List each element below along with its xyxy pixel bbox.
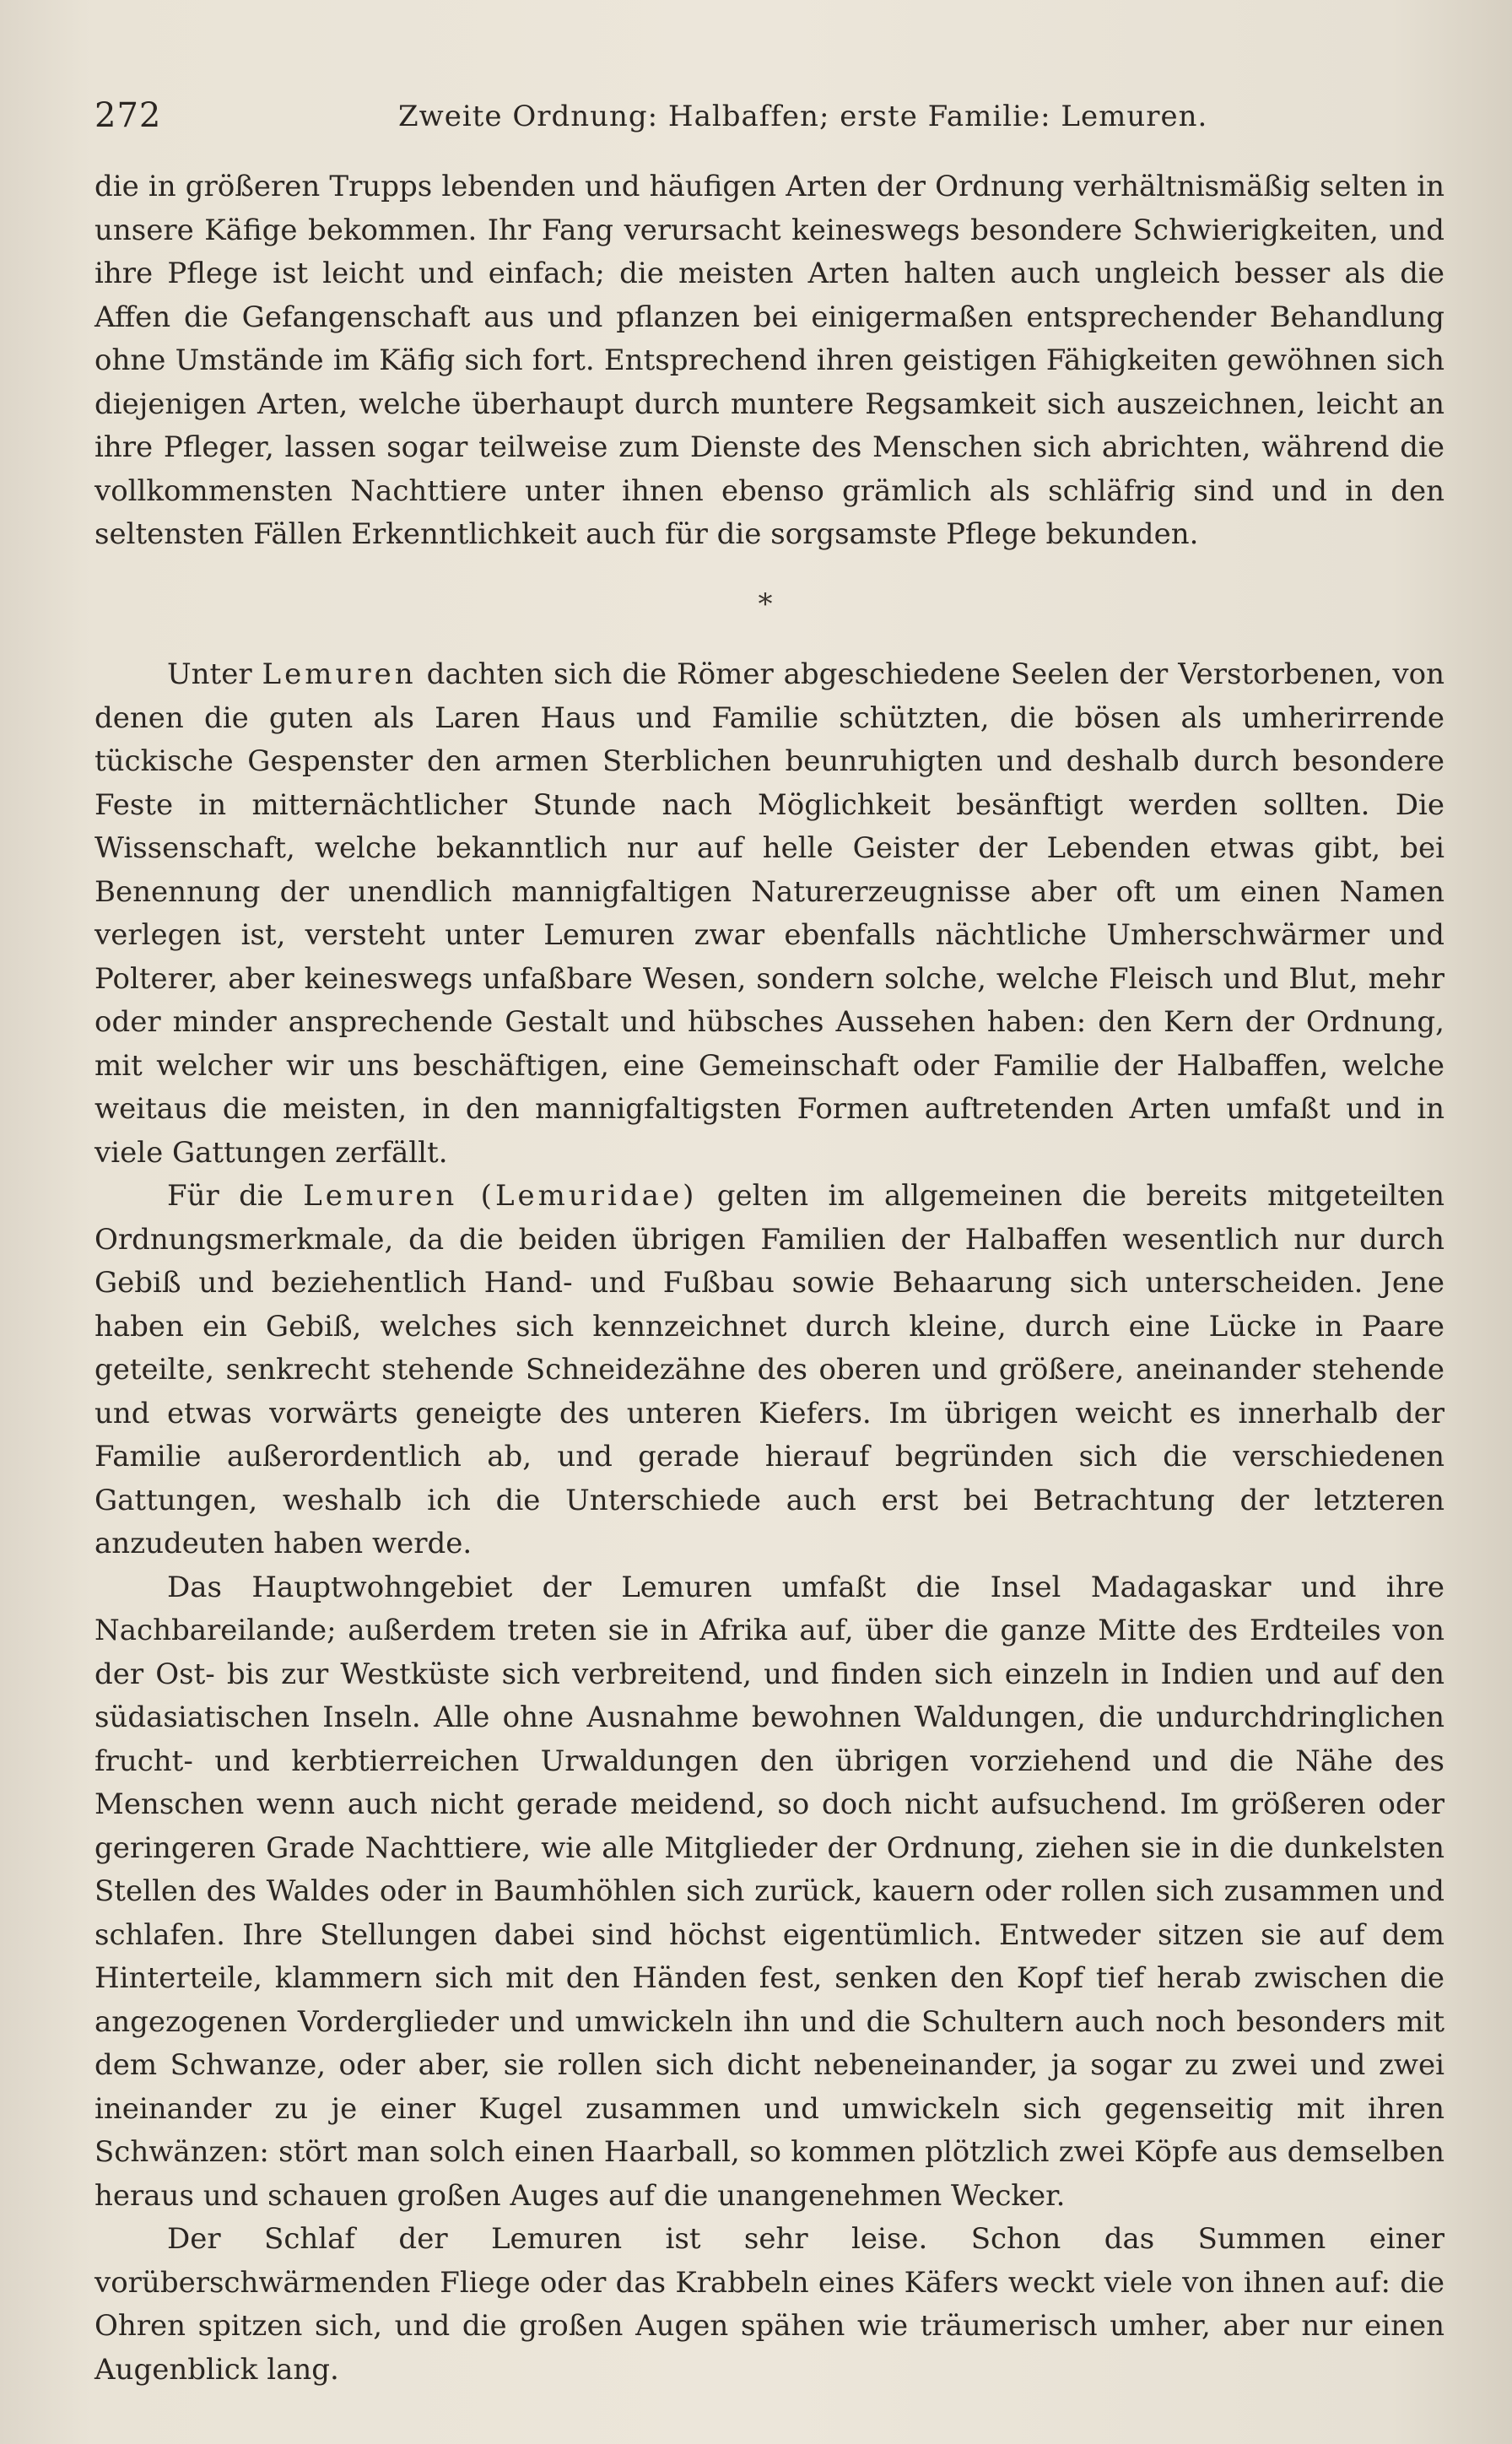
paragraph-lead: Unter [167,657,262,691]
running-title: Zweite Ordnung: Halbaffen; erste Familie: Lemuren. [398,100,1208,133]
paragraph-body: gelten im allgemeinen die bereits mitgeteilten Ordnungsmerkmale, da die beiden übrigen Familien der Halbaffen wesentlich nur durch Gebiß und beziehentlich Hand- und Fußbau sowie Behaarung sich unterscheiden. Jene haben ein Gebiß, welches sich kennzeichnet durch kleine, durch eine Lücke in Paare geteilte, senkrecht stehende Schneidezähne des oberen und größere, aneinander stehende und etwas vorwärts geneigte des unteren Kiefers. Im übrigen weicht es innerhalb der Familie außerordentlich ab, und gerade hierauf begründen sich die verschiedenen Gattungen, weshalb ich die Unterschiede auch erst bei Betrachtung der letzteren anzudeuten haben werde. [94,1179,1444,1560]
page-number: 272 [94,96,162,135]
paragraph-habitat: Das Hauptwohngebiet der Lemuren umfaßt die Insel Madagaskar und ihre Nachbareilande; außerdem treten sie in Afrika auf, über die ganze Mitte des Erdteiles von der Ost- bis zur Westküste sich verbreitend, und finden sich einzeln in Indien und auf den südasiatischen Inseln. Alle ohne Ausnahme bewohnen Waldungen, die undurchdringlichen frucht- und kerbtierreichen Urwaldungen den übrigen vorziehend und die Nähe des Menschen wenn auch nicht gerade meidend, so doch nicht aufsuchend. Im größeren oder geringeren Grade Nachttiere, wie alle Mitglieder der Ordnung, ziehen sie in die dunkelsten Stellen des Waldes oder in Baumhöhlen sich zurück, kauern oder rollen sich zusammen und schlafen. Ihre Stellungen dabei sind höchst eigentümlich. Entweder sitzen sie auf dem Hinterteile, klammern sich mit den Händen fest, senken den Kopf tief herab zwischen die angezogenen Vorderglieder und umwickeln ihn und die Schultern auch noch besonders mit dem Schwanze, oder aber, sie rollen sich dicht nebeneinander, ja sogar zu zwei und zwei ineinander zu je einer Kugel zusammen und umwickeln sich gegenseitig mit ihren Schwänzen: stört man solch einen Haarball, so kommen plötzlich zwei Köpfe aus demselben heraus und schauen großen Auges auf die unangenehmen Wecker. [94,1570,1444,2213]
paragraph-lemuren-intro [94,653,1444,1175]
paragraph-sleep: Der Schlaf der Lemuren ist sehr leise. Schon das Summen einer vorüberschwärmenden Fliege oder das Krabbeln eines Käfers weckt viele von ihnen auf: die Ohren spitzen sich, und die großen Augen spähen wie träumerisch umher, aber nur einen Augenblick lang. [94,2222,1444,2387]
term-lemuridae: Lemuren (Lemuridae) [303,1179,698,1213]
lemuren-section [94,653,1444,2392]
page-header [94,91,1461,142]
section-separator-asterisk: * [758,587,773,621]
paragraph-body: dachten sich die Römer abgeschiedene Seelen der Verstorbenen, von denen die guten als Laren Haus und Familie schützten, die bösen als umherirrende tückische Gespenster den armen Sterblichen beunruhigten und deshalb durch besondere Feste in mitternächtlicher Stunde nach Möglichkeit besänftigt werden sollten. Die Wissenschaft, welche bekanntlich nur auf helle Geister der Lebenden etwas gibt, bei Benennung der unendlich mannigfaltigen Naturerzeugnisse aber oft um einen Namen verlegen ist, versteht unter Lemuren zwar ebenfalls nächtliche Umherschwärmer und Polterer, aber keineswegs unfaßbare Wesen, sondern solche, welche Fleisch und Blut, mehr oder minder ansprechende Gestalt und hübsches Aussehen haben: den Kern der Ordnung, mit welcher wir uns beschäftigen, eine Gemeinschaft oder Familie der Halbaffen, welche weitaus die meisten, in den mannigfaltigsten Formen auftretenden Arten umfaßt und in viele Gattungen zerfällt. [94,657,1444,1170]
paragraph-characteristics [94,1175,1444,1566]
continued-paragraph: die in größeren Trupps lebenden und häufigen Arten der Ordnung verhältnismäßig selten in unsere Käfige bekommen. Ihr Fang verursacht keineswegs besondere Schwierigkeiten, und ihre Pflege ist leicht und einfach; die meisten Arten halten auch ungleich besser als die Affen die Gefangenschaft aus und pflanzen bei einigermaßen entsprechender Behandlung ohne Umstände im Käfig sich fort. Entsprechend ihren geistigen Fähigkeiten gewöhnen sich diejenigen Arten, welche überhaupt durch muntere Regsamkeit sich auszeichnen, leicht an ihre Pfleger, lassen sogar teilweise zum Dienste des Menschen sich abrichten, während die vollkommensten Nachttiere unter ihnen ebenso grämlich als schläfrig sind und in den seltensten Fällen Erkenntlichkeit auch für die sorgsamste Pflege bekunden. [94,170,1444,551]
paragraph-lead: Für die [167,1179,304,1213]
continued-text-block [94,165,1444,557]
term-lemuren: Lemuren [262,657,417,691]
